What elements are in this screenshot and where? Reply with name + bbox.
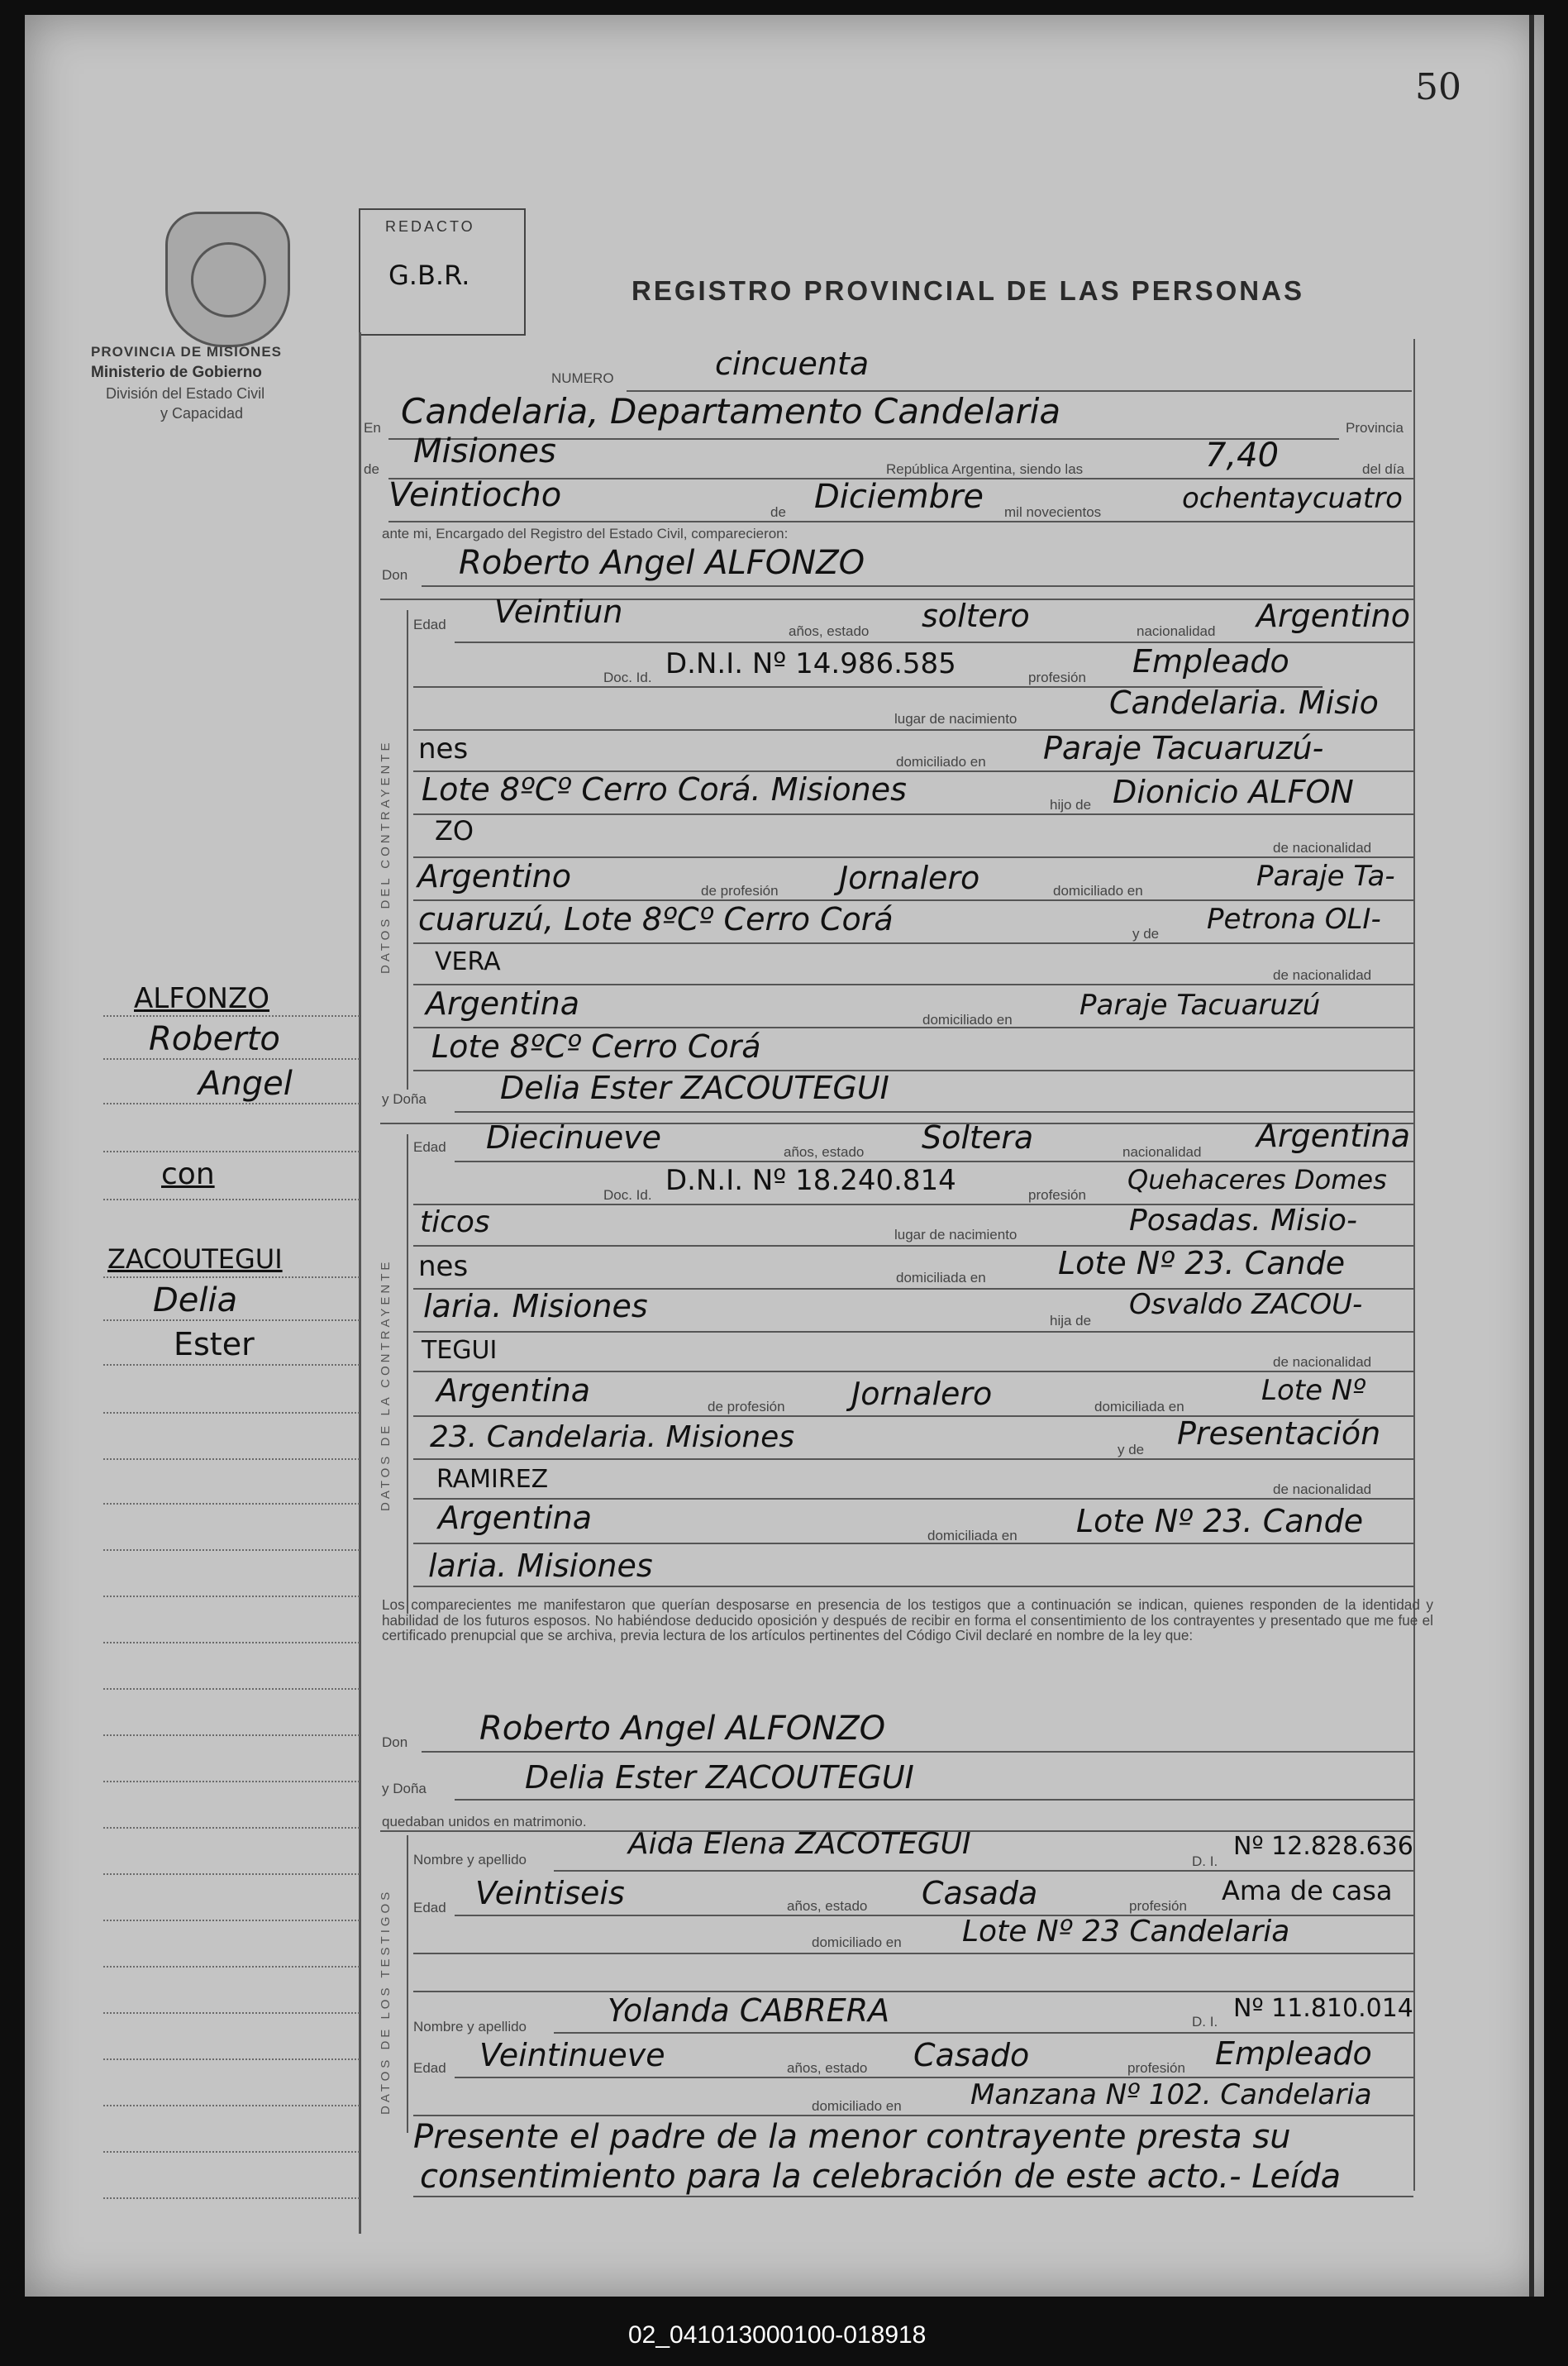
contrayente-nombre: Roberto Angel ALFONZO [459,544,865,582]
contrayente-lugar-a: Candelaria. Misio [1109,685,1379,721]
madre2-dom-a: Lote Nº 23. Cande [1076,1503,1364,1539]
contrayente2-padre-a: Osvaldo ZACOU- [1129,1288,1363,1321]
margin-name-3: Angel [198,1065,293,1103]
right-border [1413,339,1415,2191]
nota-line-1: Presente el padre de la menor contrayente presta su [413,2118,1291,2156]
di-label-2: D. I. [1192,2014,1218,2030]
testigo1-estado: Casada [922,1875,1038,1911]
y-dona-label: y Doña [382,1091,427,1107]
org-line-1: PROVINCIA DE MISIONES [91,344,283,360]
edad-label-2: Edad [413,1139,446,1155]
de-nac-label-2: de nacionalidad [1273,967,1372,983]
contrayente-doc: D.N.I. Nº 14.986.585 [665,647,956,680]
contrayente-edad: Veintiun [494,594,623,630]
contrayente2-prof-b: ticos [420,1205,490,1239]
hijo-de-label: hijo de [1050,797,1092,813]
nac-label: nacionalidad [1137,623,1216,639]
lugar-nac-label-2: lugar de nacimiento [894,1227,1018,1243]
de-nac-label-3: de nacionalidad [1273,1354,1372,1370]
org-line-4: y Capacidad [160,405,244,422]
domiciliada-label-2: domiciliada en [1094,1399,1184,1414]
page-number: 50 [1415,66,1461,108]
nombre-label-1: Nombre y apellido [413,1852,527,1868]
margin-name-2: Roberto [149,1020,280,1058]
contrayente-prof: Empleado [1132,643,1289,680]
anos-label: años, estado [789,623,870,639]
contrayente2-nac: Argentina [1256,1118,1411,1154]
contrayente2-lugar-b: nes [418,1250,469,1283]
testigo2-estado: Casado [913,2037,1030,2073]
margin-name-7: Ester [174,1326,255,1362]
de-nac-label: de nacionalidad [1273,840,1372,856]
madre2-dom-b: laria. Misiones [428,1548,653,1584]
en-label: En [364,420,381,436]
domiciliada-label-3: domiciliada en [927,1528,1018,1543]
anos-label-3: años, estado [787,1898,868,1914]
org-line-2: Ministerio de Gobierno [91,364,262,381]
testigo2-di: Nº 11.810.014 [1233,1994,1413,2023]
don-label: Don [382,567,408,583]
republica-label: República Argentina, siendo las [886,461,1084,477]
coat-of-arms-seal [165,212,290,347]
de-prof-label: de profesión [701,883,779,899]
nombre-label-2: Nombre y apellido [413,2019,527,2034]
testigo1-di: Nº 12.828.636 [1233,1832,1413,1861]
padre2-prof: Jornalero [851,1376,993,1412]
madre-b: VERA [435,947,501,976]
testigo2-edad: Veintinueve [479,2037,665,2073]
contrayente-dom-a: Paraje Tacuaruzú- [1043,730,1324,766]
register-page [25,15,1544,2297]
testigo2-prof: Empleado [1215,2035,1372,2072]
madre2-a: Presentación [1177,1415,1381,1452]
contrayente2-padre-b: TEGUI [422,1336,498,1365]
testigo2-nombre: Yolanda CABRERA [608,1992,890,2029]
don-label-2: Don [382,1734,408,1750]
padre-dom-a: Paraje Ta- [1256,860,1395,893]
mes-value: Diciembre [814,478,984,516]
testigo1-prof: Ama de casa [1222,1875,1393,1906]
prof-label-4: profesión [1127,2060,1185,2076]
domiciliada-label: domiciliada en [896,1270,986,1286]
di-label-1: D. I. [1192,1853,1218,1869]
margin-name-1: ALFONZO [134,982,270,1015]
contrayente2-dom-a: Lote Nº 23. Cande [1058,1245,1346,1281]
edad-label: Edad [413,617,446,632]
padre-prof: Jornalero [839,860,980,896]
anio-value: ochentaycuatro [1182,482,1403,515]
de-nac-label-4: de nacionalidad [1273,1481,1372,1497]
padre2-dom-b: 23. Candelaria. Misiones [430,1420,795,1454]
margin-name-5: ZACOUTEGUI [107,1243,283,1275]
margin-con: con [161,1157,215,1191]
anos-label-4: años, estado [787,2060,868,2076]
testigo1-nombre: Aida Elena ZACOTEGUI [628,1827,971,1861]
dom-label-t1: domiciliado en [812,1934,902,1950]
de2-label: de [770,504,786,520]
contrayente-estado: soltero [922,598,1030,634]
de-prof-label-2: de profesión [708,1399,785,1414]
contrayente2-prof-a: Quehaceres Domes [1127,1164,1387,1195]
hija-de-label: hija de [1050,1313,1092,1328]
contrayente-nac: Argentino [1256,598,1410,634]
contrayente-padre-b: ZO [435,815,474,847]
page-gutter [1529,15,1534,2297]
y-de-label: y de [1132,926,1160,942]
declaracion-dona: Delia Ester ZACOUTEGUI [525,1759,914,1796]
lugar-nac-label: lugar de nacimiento [894,711,1018,727]
padre-nac: Argentino [417,858,571,894]
margin-name-6: Delia [153,1281,238,1319]
redacto-box [359,208,526,336]
nac-label-2: nacionalidad [1122,1144,1202,1160]
y-de-label-2: y de [1118,1442,1145,1457]
testigo2-dom: Manzana Nº 102. Candelaria [970,2078,1372,2111]
provincia-label: Provincia [1346,420,1404,436]
quedaban-label: quedaban unidos en matrimonio. [382,1814,587,1829]
contrayente-lugar-b: nes [418,732,469,766]
redacto-initials: G.B.R. [388,260,470,291]
madre2-nac: Argentina [438,1500,593,1536]
contrayente-dom-b: Lote 8ºCº Cerro Corá. Misiones [422,771,907,808]
prof-label-2: profesión [1028,1187,1086,1203]
redacto-label: REDACTO [385,218,475,235]
doc-label-2: Doc. Id. [603,1187,652,1203]
del-dia-label: del día [1362,461,1405,477]
y-dona-label-2: y Doña [382,1781,427,1796]
dom-label-3: domiciliado en [922,1012,1013,1028]
form-title: REGISTRO PROVINCIAL DE LAS PERSONAS [631,275,1304,306]
contrayente2-estado: Soltera [922,1119,1034,1156]
de-label: de [364,461,379,477]
padre2-nac: Argentina [436,1372,591,1409]
dom-label-t2: domiciliado en [812,2098,902,2114]
padre-dom-b: cuaruzú, Lote 8ºCº Cerro Corá [418,901,894,937]
dia-value: Veintiocho [388,476,562,514]
mil-label: mil novecientos [1004,504,1102,520]
datos-contrayente2-label: DATOS DE LA CONTRAYENTE [379,1258,393,1511]
contrayente2-doc: D.N.I. Nº 18.240.814 [665,1164,956,1197]
contrayente2-edad: Diecinueve [486,1119,662,1156]
contrayente-padre-a: Dionicio ALFON [1113,774,1354,810]
en-value: Candelaria, Departamento Candelaria [401,391,1061,432]
contrayente2-nombre: Delia Ester ZACOUTEGUI [500,1070,889,1106]
testigo1-dom: Lote Nº 23 Candelaria [962,1915,1290,1949]
footer-code: 02_041013000100-018918 [628,2321,927,2349]
org-line-3: División del Estado Civil [106,385,265,402]
testigo1-edad: Veintiseis [475,1875,625,1911]
de-value: Misiones [413,432,556,470]
nota-line-2: consentimiento para la celebración de este acto.- Leída [420,2158,1342,2196]
contrayente2-dom-b: laria. Misiones [423,1288,648,1324]
dom-label-2: domiciliado en [1053,883,1143,899]
edad-label-3: Edad [413,1900,446,1915]
numero-value: cincuenta [715,346,870,382]
hora-value: 7,40 [1205,436,1280,475]
margin-divider [359,332,361,2234]
padre2-dom-a: Lote Nº [1261,1374,1366,1407]
prof-label: profesión [1028,670,1086,685]
datos-testigos-label: DATOS DE LOS TESTIGOS [379,1888,393,2115]
declaracion-don: Roberto Angel ALFONZO [479,1710,886,1748]
madre-nac: Argentina [426,985,580,1022]
datos-contrayente-label: DATOS DEL CONTRAYENTE [379,739,393,974]
edad-label-4: Edad [413,2060,446,2076]
madre-dom-a: Paraje Tacuaruzú [1079,989,1321,1022]
madre2-b: RAMIREZ [436,1465,549,1494]
numero-label: NUMERO [551,370,614,386]
doc-label: Doc. Id. [603,670,652,685]
prof-label-3: profesión [1129,1898,1187,1914]
madre-dom-b: Lote 8ºCº Cerro Corá [431,1028,761,1065]
anos-label-2: años, estado [784,1144,865,1160]
declaracion-text: Los comparecientes me manifestaron que querían desposarse en presencia de los testigos que a continuación se indican, quienes responden de la identidad y habilidad de los futuros esposos. No habiéndose deducido oposición y después de recibir en forma el consentimiento de los contrayentes y presentado que me fue el certificado prenupcial que se archiva, previa lectura de los artículos pertinentes del Código Civil declaré en nombre de la ley que: [382,1596,1433,1643]
madre-a: Petrona OLI- [1207,903,1381,936]
contrayente2-lugar-a: Posadas. Misio- [1129,1204,1357,1238]
dom-label: domiciliado en [896,754,986,770]
ante-label: ante mi, Encargado del Registro del Estado Civil, comparecieron: [382,526,789,541]
